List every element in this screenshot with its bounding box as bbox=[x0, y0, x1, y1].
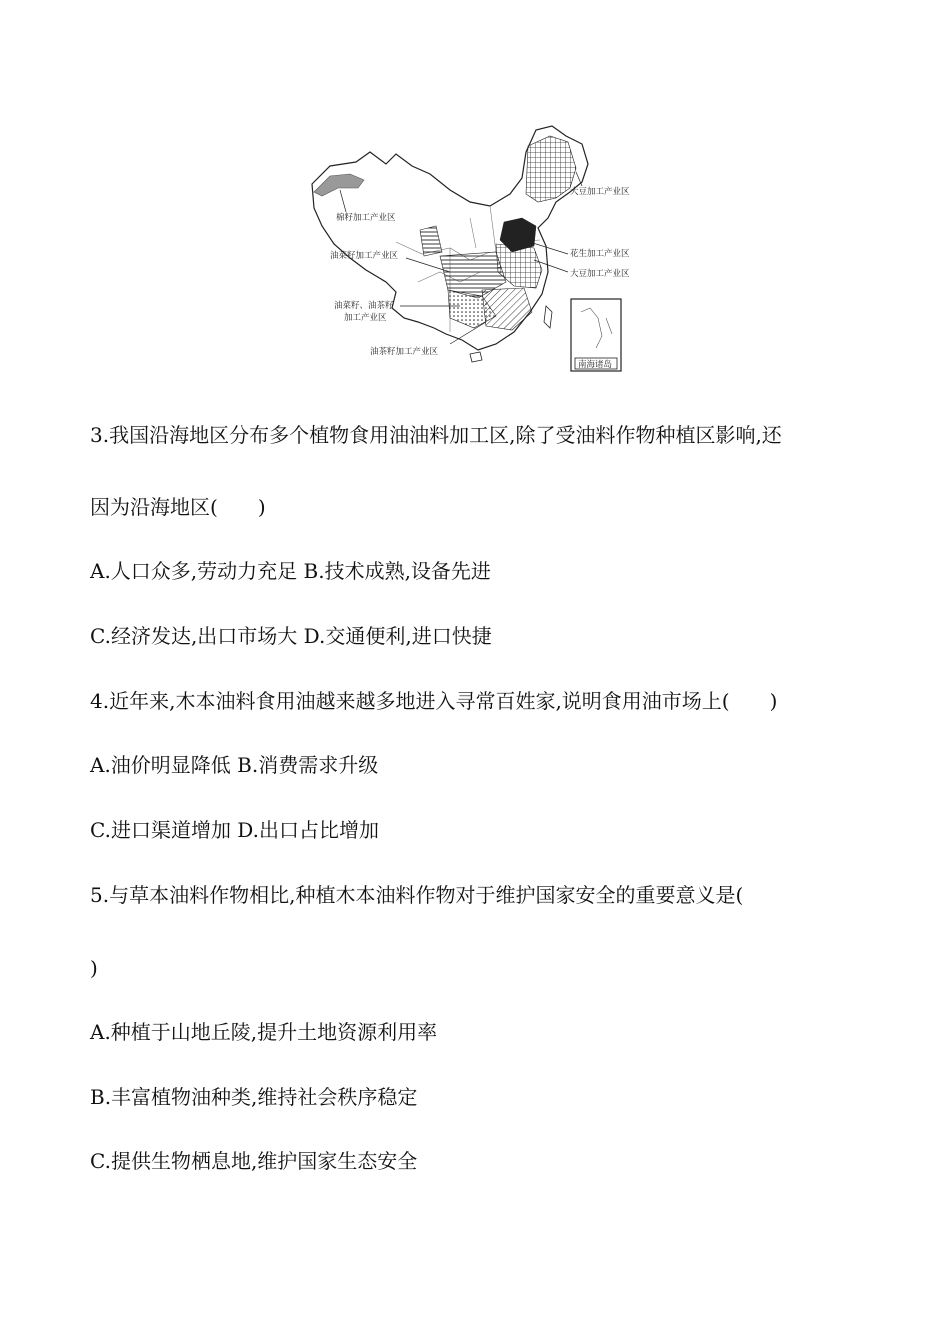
label-soy-e: 大豆加工产业区 bbox=[570, 269, 630, 279]
label-peanut: 花生加工产业区 bbox=[570, 249, 630, 259]
q3-stem-line1: 3.我国沿海地区分布多个植物食用油油料加工区,除了受油料作物种植区影响,还 bbox=[90, 423, 782, 447]
q4-options-ab: A.油价明显降低 B.消费需求升级 bbox=[90, 753, 379, 777]
inset-label: 南海诸岛 bbox=[578, 360, 613, 370]
camellia-region bbox=[482, 288, 532, 330]
q3-stem-close: ) bbox=[257, 495, 266, 519]
q5-stem-line1: 5.与草本油料作物相比,种植木本油料作物对于维护国家安全的重要意义是( bbox=[90, 883, 744, 907]
q4-stem-close: ) bbox=[769, 689, 778, 713]
china-oil-processing-map bbox=[300, 122, 650, 374]
label-soy-ne: 大豆加工产业区 bbox=[570, 187, 630, 197]
label-camellia: 油茶籽加工产业区 bbox=[370, 347, 439, 357]
label-rape-camellia-1: 油菜籽、油茶籽 bbox=[334, 301, 394, 311]
label-rape-camellia-2: 加工产业区 bbox=[344, 313, 387, 323]
q5-option-a: A.种植于山地丘陵,提升土地资源利用率 bbox=[90, 1020, 438, 1044]
q3-stem-line2 bbox=[90, 493, 266, 521]
q5-option-b: B.丰富植物油种类,维持社会秩序稳定 bbox=[90, 1085, 418, 1109]
q3-options-cd: C.经济发达,出口市场大 D.交通便利,进口快捷 bbox=[90, 624, 492, 648]
q5-option-c: C.提供生物栖息地,维护国家生态安全 bbox=[90, 1149, 418, 1173]
q4-stem bbox=[90, 687, 777, 715]
q4-stem-text: 4.近年来,木本油料食用油越来越多地进入寻常百姓家,说明食用油市场上( bbox=[90, 689, 730, 713]
q3-stem-text: 因为沿海地区( bbox=[90, 495, 218, 519]
q3-options-ab: A.人口众多,劳动力充足 B.技术成熟,设备先进 bbox=[90, 559, 491, 583]
q5-stem-line2: ) bbox=[90, 956, 98, 980]
label-cotton: 棉籽加工产业区 bbox=[336, 213, 396, 223]
label-rapeseed: 油菜籽加工产业区 bbox=[330, 251, 399, 261]
q4-options-cd: C.进口渠道增加 D.出口占比增加 bbox=[90, 818, 379, 842]
